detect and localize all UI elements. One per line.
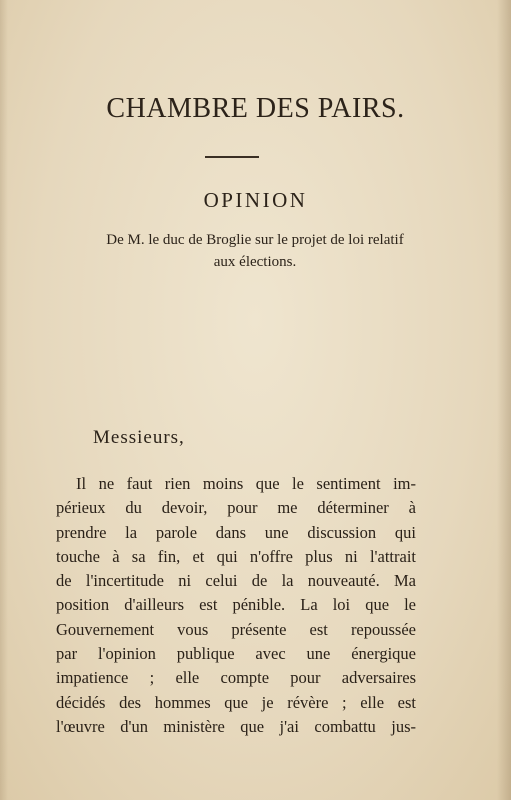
body-line: prendre la parole dans une discussion qui <box>56 522 416 542</box>
body-line: décidés des hommes que je révère ; elle est <box>56 692 416 712</box>
body-line: l'œuvre d'un ministère que j'ai combattu jus- <box>56 716 416 736</box>
body-line: périeux du devoir, pour me déterminer à <box>56 498 416 518</box>
salutation: Messieurs, <box>93 427 185 448</box>
heading-divider <box>205 156 259 158</box>
body-line: position d'ailleurs est pénible. La loi que le <box>56 595 416 615</box>
body-line: par l'opinion publique avec une énergique <box>56 644 416 664</box>
page-heading: CHAMBRE DES PAIRS. <box>106 93 405 124</box>
body-line: Il ne faut rien moins que le sentiment im- <box>76 474 416 493</box>
body-line: Gouvernement vous présente est repoussée <box>56 619 416 639</box>
body-line: touche à sa fin, et qui n'offre plus ni l'attrait <box>56 546 416 566</box>
body-line: impatience ; elle compte pour adversaires <box>56 668 416 688</box>
byline-line-2: aux élections. <box>213 254 297 270</box>
byline <box>40 229 470 273</box>
byline-line-1: De M. le duc de Broglie sur le projet de loi relatif <box>106 232 404 248</box>
body-paragraph <box>56 472 416 739</box>
body-line: de l'incertitude ni celui de la nouveauté. Ma <box>56 571 416 591</box>
document-subheading: OPINION <box>203 188 308 212</box>
